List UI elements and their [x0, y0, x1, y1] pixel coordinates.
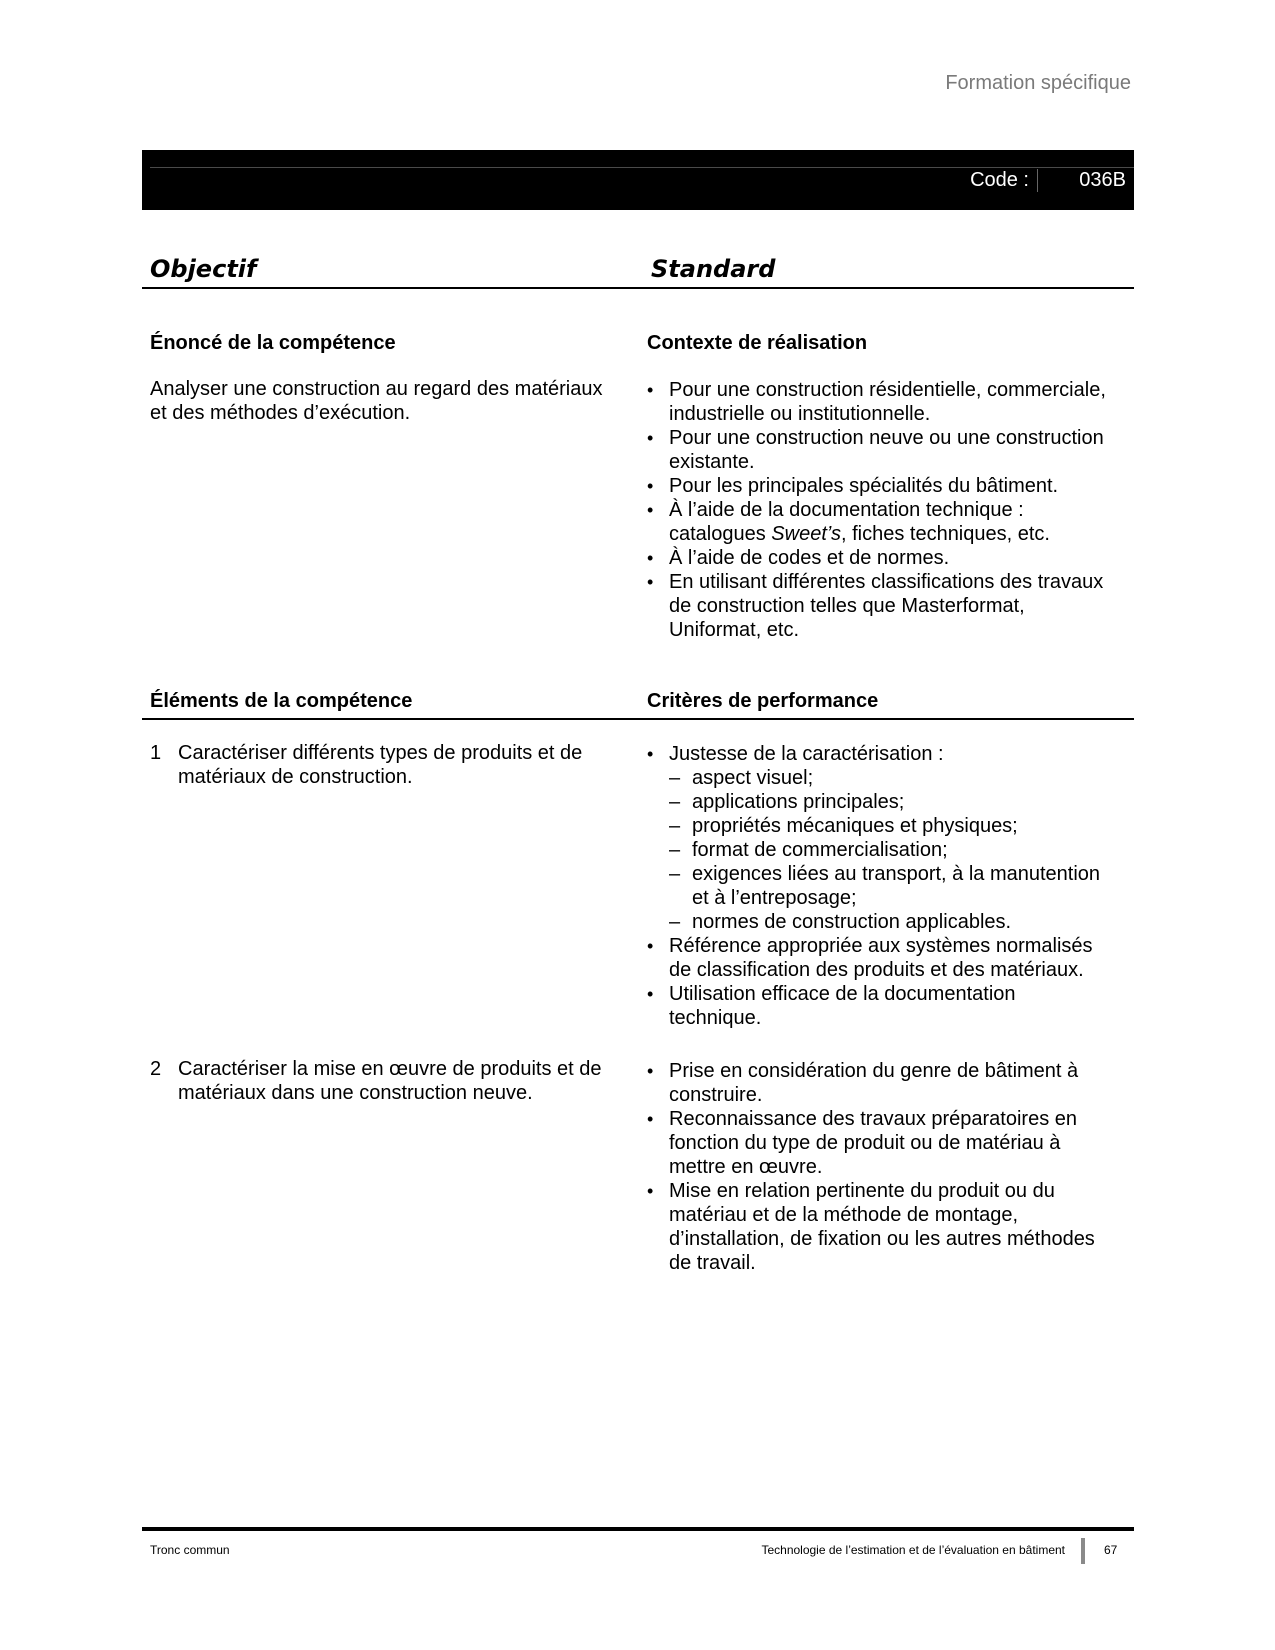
contexte-line: de construction telles que Masterformat, — [669, 595, 1025, 617]
contexte-list — [647, 378, 1137, 642]
criteria-line: • Reconnaissance des travaux préparatoires en — [669, 1108, 1078, 1130]
elements-heading: Éléments de la compétence — [150, 690, 413, 712]
criteria-subitem — [669, 862, 1137, 910]
criteria-line: de classification des produits et des matériaux. — [669, 959, 1084, 981]
column-heading-standard: Standard — [651, 255, 776, 283]
subitem-line: – applications principales; — [692, 791, 905, 813]
enonce-line: et des méthodes d’exécution. — [150, 402, 411, 424]
running-header: Formation spécifique — [945, 72, 1131, 94]
code-value: 036B — [1079, 169, 1126, 191]
criteria-list-1 — [647, 742, 1137, 1030]
criteria-line: d’installation, de fixation ou les autres méthodes — [669, 1228, 1095, 1250]
criteria-line: technique. — [669, 1007, 762, 1029]
subitem-line: – format de commercialisation; — [692, 839, 948, 861]
code-bar-rule — [150, 167, 1134, 168]
contexte-item — [647, 474, 1137, 498]
subitem-line: et à l’entreposage; — [692, 887, 857, 909]
contexte-item — [647, 498, 1137, 546]
contexte-line: • À l’aide de la documentation technique : — [669, 499, 1024, 521]
criteria-line: matériau et de la méthode de montage, — [669, 1204, 1019, 1226]
contexte-line: industrielle ou institutionnelle. — [669, 403, 931, 425]
contexte-line: existante. — [669, 451, 755, 473]
contexte-line: • Pour une construction résidentielle, commerciale, — [669, 379, 1106, 401]
contexte-text: , fiches techniques, etc. — [840, 523, 1050, 545]
criteria-line: • Référence appropriée aux systèmes normalisés — [669, 935, 1093, 957]
element-text — [178, 1057, 602, 1105]
criteria-line: • Mise en relation pertinente du produit ou du — [669, 1180, 1055, 1202]
criteria-subitem — [669, 814, 1137, 838]
code-bar — [142, 150, 1134, 210]
enonce-line: Analyser une construction au regard des matériaux — [150, 378, 603, 400]
sweets-title: Sweet’s — [771, 523, 841, 545]
element-line: Caractériser la mise en œuvre de produits et de — [178, 1058, 602, 1080]
element-line: matériaux dans une construction neuve. — [178, 1082, 533, 1104]
criteria-line: • Justesse de la caractérisation : — [669, 743, 944, 765]
criteria-item — [647, 982, 1137, 1030]
footer-separator — [1081, 1538, 1085, 1564]
criteria-line: de travail. — [669, 1252, 756, 1274]
contexte-item — [647, 546, 1137, 570]
criteria-line: construire. — [669, 1084, 763, 1106]
criteria-list-2 — [647, 1059, 1137, 1275]
criteria-line: • Utilisation efficace de la documentation — [669, 983, 1016, 1005]
page-number: 67 — [1104, 1543, 1118, 1557]
criteria-item — [647, 934, 1137, 982]
contexte-text: catalogues — [669, 523, 772, 545]
heading-divider — [142, 287, 1134, 289]
criteria-line: mettre en œuvre. — [669, 1156, 823, 1178]
element-1 — [150, 741, 640, 789]
criteria-subitem — [669, 766, 1137, 790]
contexte-line — [669, 522, 1137, 546]
element-2 — [150, 1057, 640, 1105]
footer-title: Technologie de l’estimation et de l’évaluation en bâtiment — [761, 1543, 1065, 1557]
criteria-subitem — [669, 910, 1137, 934]
contexte-line: • Pour une construction neuve ou une construction — [669, 427, 1104, 449]
criteres-heading: Critères de performance — [647, 690, 879, 712]
criteria-subitem — [669, 790, 1137, 814]
criteria-line: • Prise en considération du genre de bâtiment à — [669, 1060, 1079, 1082]
criteria-sublist — [669, 766, 1137, 934]
criteria-item — [647, 1107, 1137, 1179]
contexte-item — [647, 426, 1137, 474]
element-text — [178, 741, 582, 789]
contexte-item — [647, 570, 1137, 642]
footer-left: Tronc commun — [150, 1543, 230, 1557]
subitem-line: – normes de construction applicables. — [692, 911, 1012, 933]
criteria-item — [647, 1059, 1137, 1107]
contexte-line: • Pour les principales spécialités du bâtiment. — [669, 475, 1059, 497]
contexte-line: • À l’aide de codes et de normes. — [669, 547, 950, 569]
subitem-line: – aspect visuel; — [692, 767, 814, 789]
subitem-line: – exigences liées au transport, à la manutention — [692, 863, 1101, 885]
code-label: Code : — [970, 169, 1038, 192]
element-line: Caractériser différents types de produits et de — [178, 742, 583, 764]
contexte-line: • En utilisant différentes classifications des travaux — [669, 571, 1104, 593]
criteria-line: fonction du type de produit ou de matériau à — [669, 1132, 1061, 1154]
element-number: 1 — [150, 742, 162, 764]
criteria-item — [647, 742, 1137, 934]
criteria-subitem — [669, 838, 1137, 862]
element-line: matériaux de construction. — [178, 766, 413, 788]
footer-rule — [142, 1527, 1134, 1531]
enonce-heading: Énoncé de la compétence — [150, 332, 396, 354]
contexte-line: Uniformat, etc. — [669, 619, 800, 641]
contexte-item — [647, 378, 1137, 426]
column-heading-objectif: Objectif — [150, 255, 257, 283]
enonce-text — [150, 377, 630, 425]
contexte-heading: Contexte de réalisation — [647, 332, 868, 354]
section2-divider — [142, 718, 1134, 720]
criteria-item — [647, 1179, 1137, 1275]
element-number: 2 — [150, 1058, 162, 1080]
subitem-line: – propriétés mécaniques et physiques; — [692, 815, 1018, 837]
